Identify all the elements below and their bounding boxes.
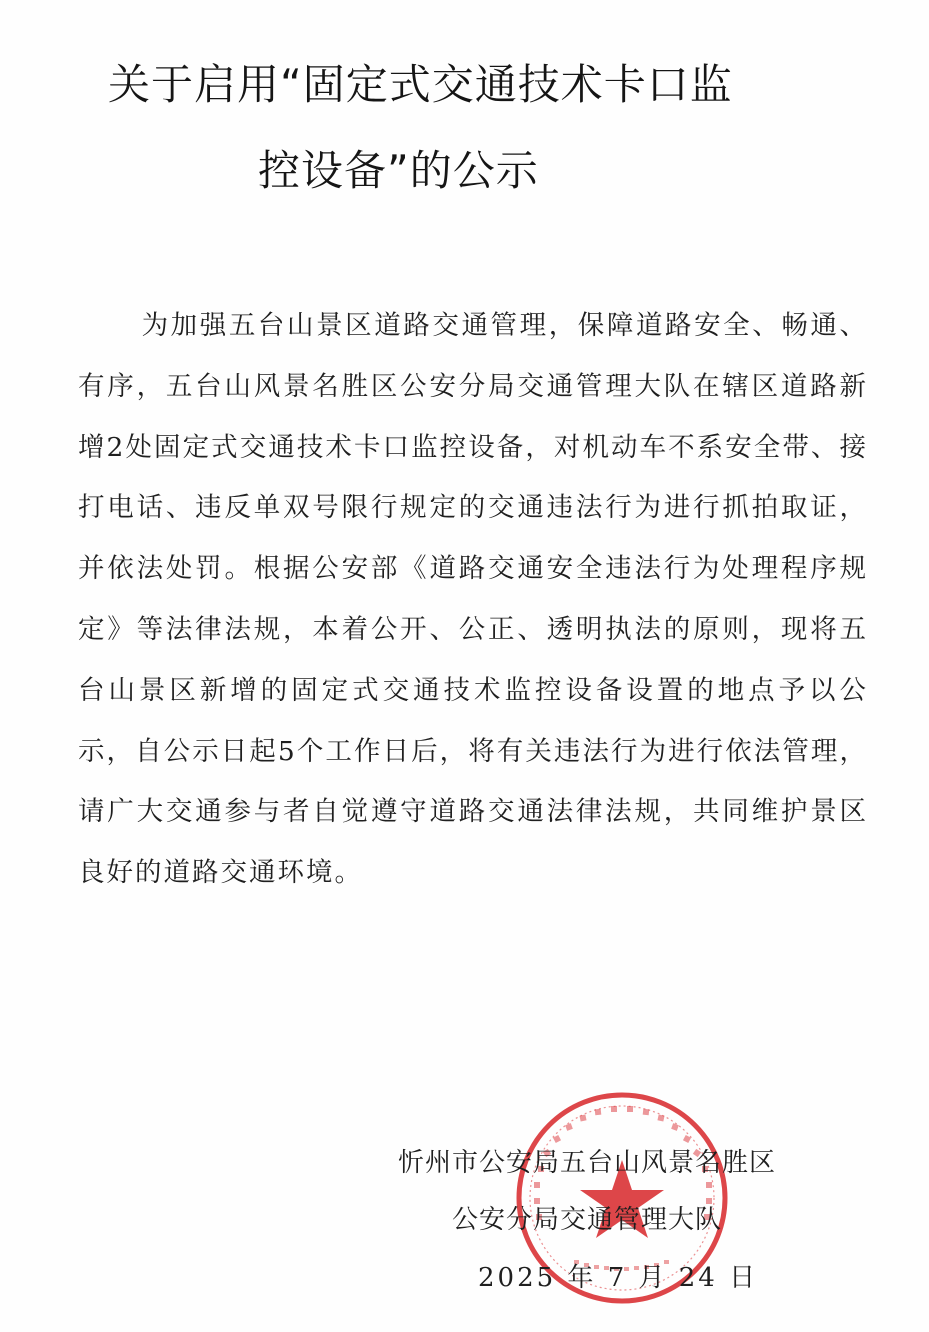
issuer-line-1: 忻州市公安局五台山风景名胜区 — [398, 1148, 777, 1178]
issue-date: 2025 年 7 月 24 日 — [478, 1263, 759, 1293]
issuer-line-2: 公安分局交通管理大队 — [452, 1205, 723, 1235]
notice-title-line-1: 关于启用“固定式交通技术卡口监 — [108, 60, 733, 109]
notice-body: 为加强五台山景区道路交通管理，保障道路安全、畅通、有序，五台山风景名胜区公安分局交通管理大队在辖区道路新增2处固定式交通技术卡口监控设备，对机动车不系安全带、接打电话、违反单双号限行规定的交通违法行为进行抓拍取证，并依法处罚。根据公安部《道路交通安全违法行为处理程序规定》等法律法规，本着公开、公正、透明执法的原则，现将五台山景区新增的固定式交通技术监控设备设置的地点予以公示，自公示日起5个工作日后，将有关违法行为进行依法管理，请广大交通参与者自觉遵守道路交通法律法规，共同维护景区良好的道路交通环境。 — [78, 310, 868, 889]
notice-title-line-2: 控设备”的公示 — [258, 146, 539, 195]
